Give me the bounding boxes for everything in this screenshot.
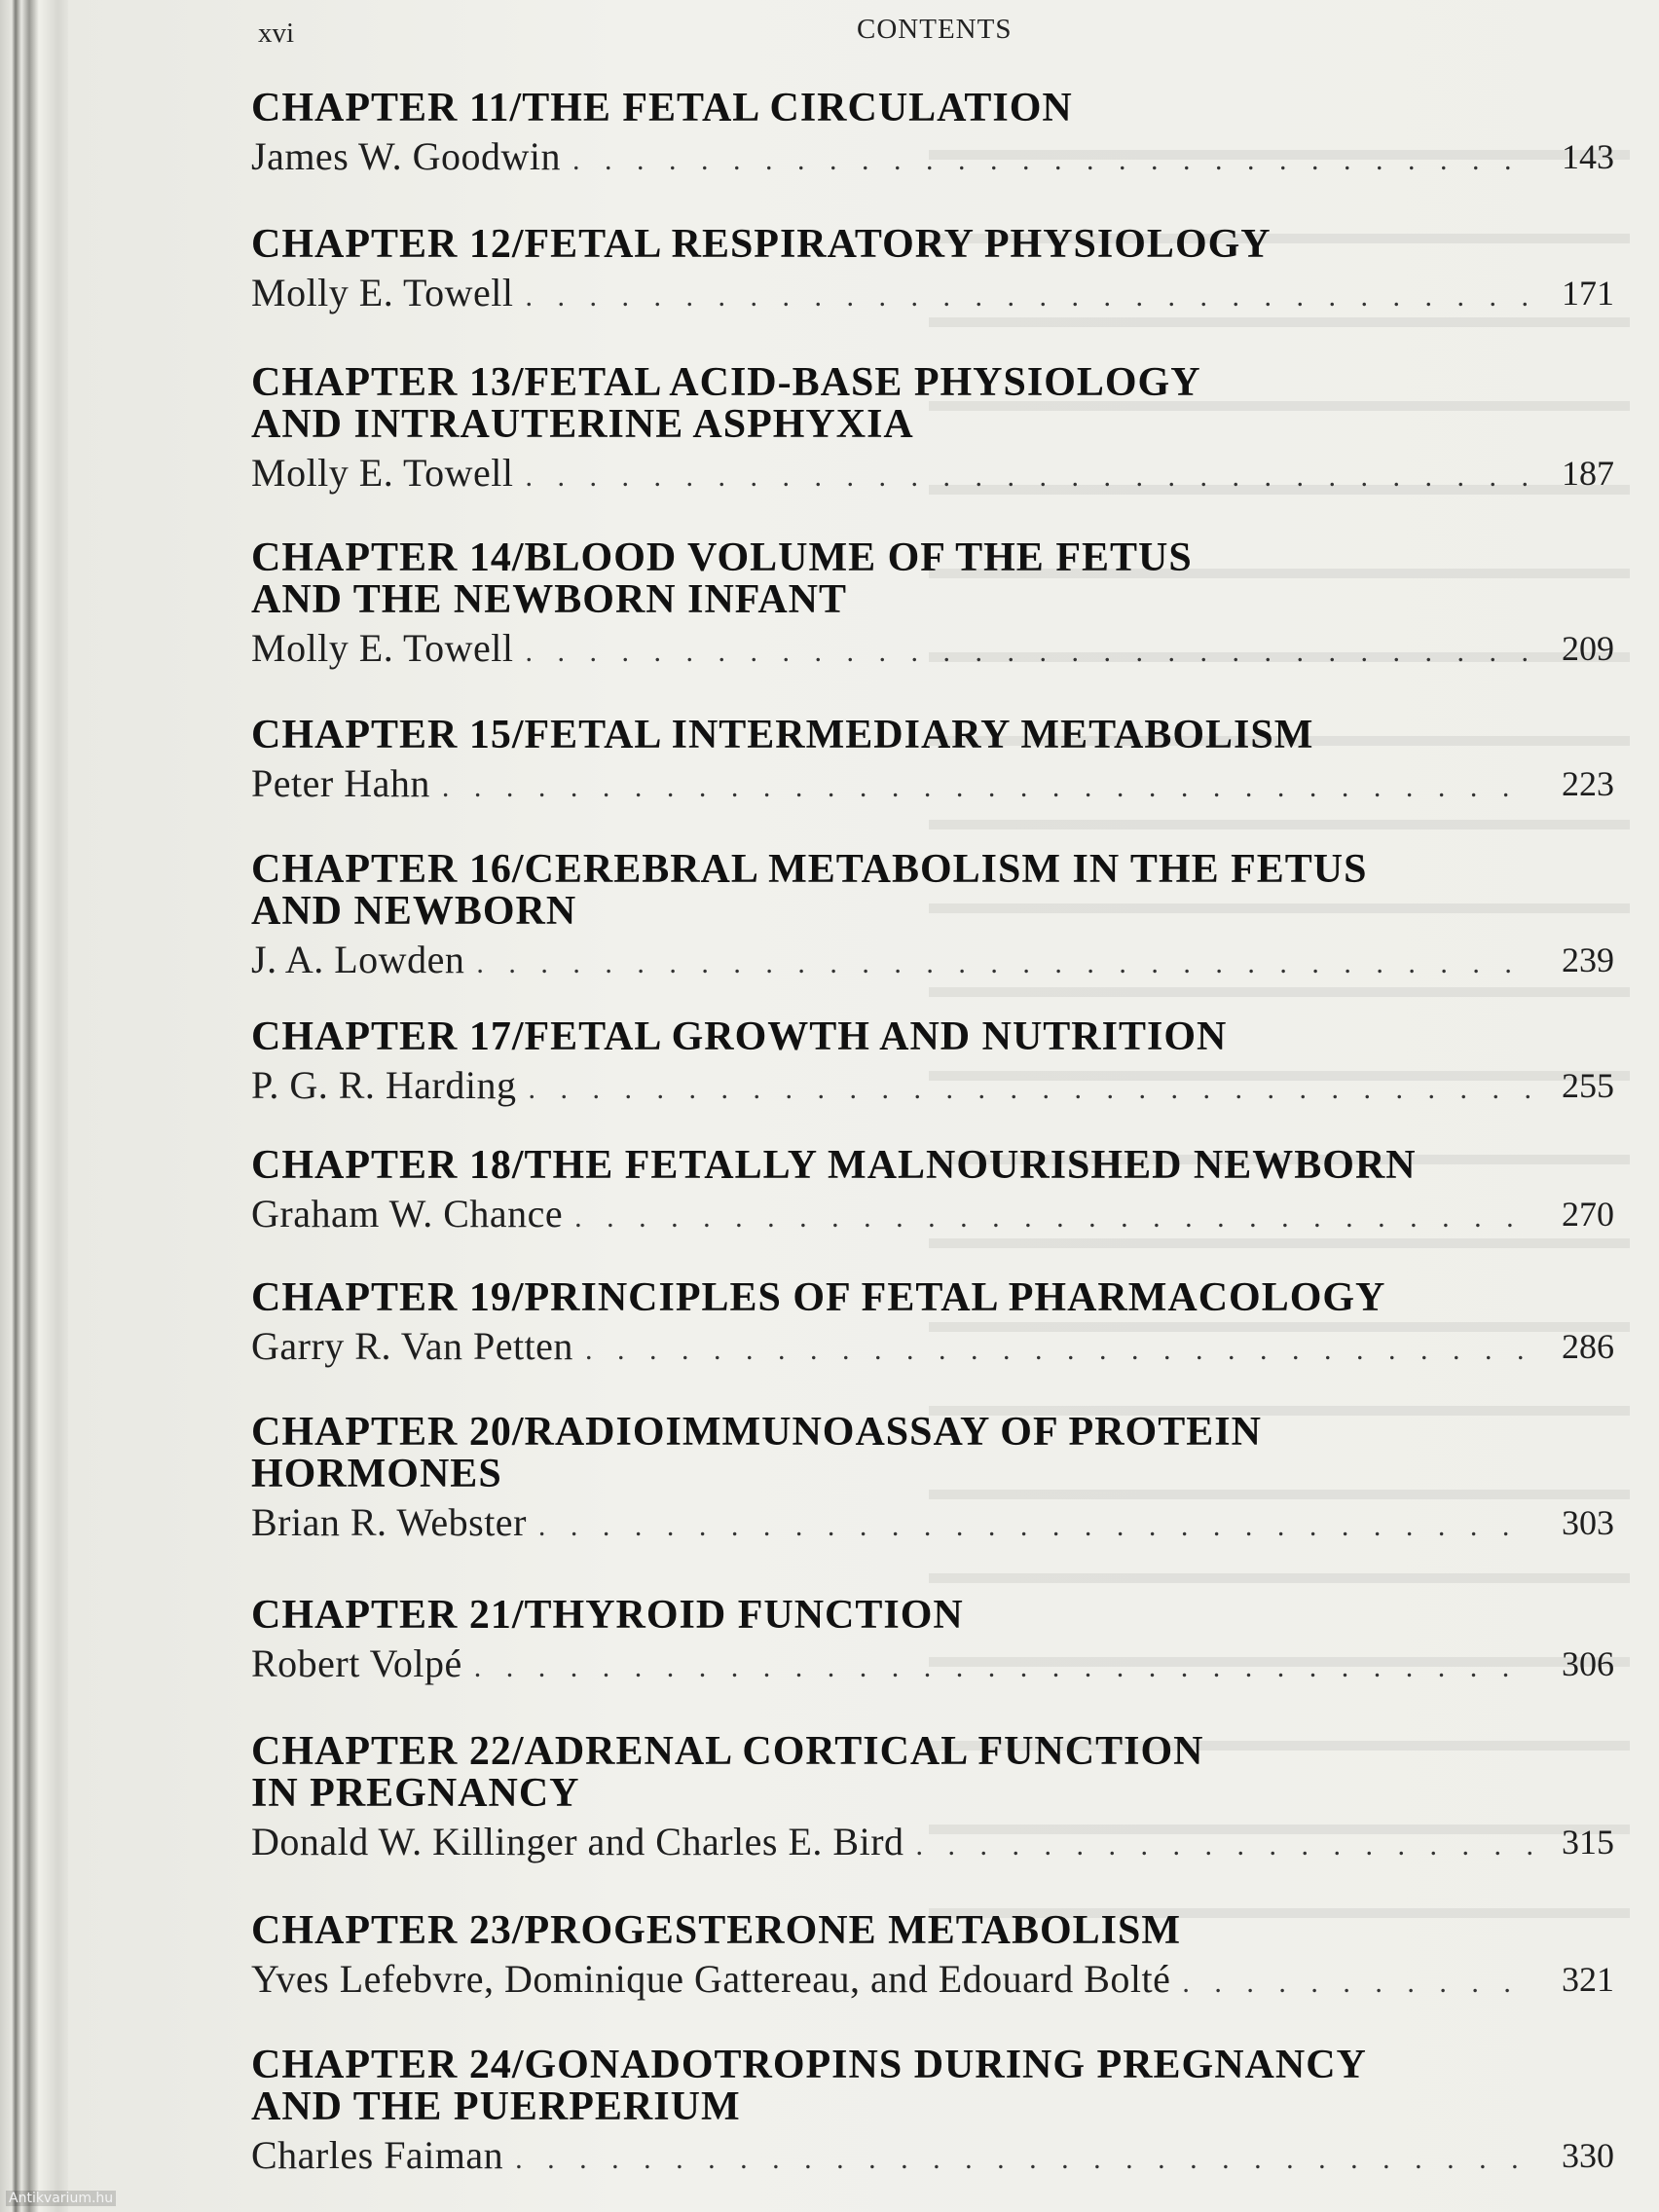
chapter-title-line-1: CHAPTER 20/RADIOIMMUNOASSAY OF PROTEIN [251, 1410, 1262, 1455]
chapter-author: Donald W. Killinger and Charles E. Bird [251, 1820, 904, 1863]
chapter-title: CHAPTER 12/FETAL RESPIRATORY PHYSIOLOGY [251, 222, 1272, 267]
author-line [251, 1819, 1614, 1865]
chapter-title-line-2: IN PREGNANCY [251, 1771, 580, 1816]
page-number: 223 [1562, 764, 1614, 803]
chapter-title: CHAPTER 19/PRINCIPLES OF FETAL PHARMACOLOGY [251, 1275, 1386, 1320]
page-number: 303 [1562, 1503, 1614, 1542]
chapter-title: CHAPTER 11/THE FETAL CIRCULATION [251, 86, 1073, 130]
dot-leader [526, 277, 1532, 316]
chapter-title-line-2: AND INTRAUTERINE ASPHYXIA [251, 402, 914, 447]
author-line [251, 1956, 1614, 2003]
dot-leader [526, 458, 1532, 497]
toc-entry-ch18 [251, 1145, 1614, 1237]
chapter-title-line-2: AND THE PUERPERIUM [251, 2084, 741, 2129]
page-number: 209 [1562, 629, 1614, 668]
toc-entry-ch22 [251, 1731, 1614, 1865]
author-line [251, 450, 1614, 497]
dot-leader [476, 944, 1532, 983]
dot-leader [1182, 1964, 1532, 2003]
chapter-author: Brian R. Webster [251, 1500, 527, 1544]
author-line [251, 1323, 1614, 1370]
toc-entry-ch11 [251, 88, 1614, 180]
book-spine [0, 0, 68, 2212]
chapter-author: Charles Faiman [251, 2133, 504, 2177]
chapter-author: James W. Goodwin [251, 134, 561, 178]
author-line [251, 1191, 1614, 1237]
toc-entry-ch15 [251, 715, 1614, 807]
page-number: 187 [1562, 454, 1614, 493]
page-number: 315 [1562, 1823, 1614, 1862]
page-number: 321 [1562, 1960, 1614, 1999]
author-line [251, 1641, 1614, 1687]
chapter-author: Graham W. Chance [251, 1192, 564, 1235]
chapter-title: CHAPTER 17/FETAL GROWTH AND NUTRITION [251, 1014, 1228, 1059]
toc-entry-ch13 [251, 362, 1614, 497]
page-number: 255 [1562, 1066, 1614, 1105]
toc-entry-ch24 [251, 2045, 1614, 2179]
author-line [251, 270, 1614, 316]
chapter-title-line-1: CHAPTER 22/ADRENAL CORTICAL FUNCTION [251, 1729, 1204, 1774]
page-folio: xvi [258, 18, 295, 49]
chapter-author: Molly E. Towell [251, 271, 514, 314]
author-line [251, 937, 1614, 983]
author-line [251, 1499, 1614, 1546]
toc-entry-ch12 [251, 224, 1614, 316]
chapter-title-line-1: CHAPTER 13/FETAL ACID-BASE PHYSIOLOGY [251, 360, 1201, 405]
watermark: Antikvarium.hu [6, 2191, 116, 2206]
dot-leader [442, 768, 1532, 807]
chapter-title: CHAPTER 15/FETAL INTERMEDIARY METABOLISM [251, 713, 1314, 757]
toc-entry-ch14 [251, 537, 1614, 672]
chapter-author: Peter Hahn [251, 761, 430, 805]
page-title: CONTENTS [857, 14, 1013, 45]
author-line [251, 1062, 1614, 1109]
page-number: 270 [1562, 1195, 1614, 1234]
chapter-author: P. G. R. Harding [251, 1063, 517, 1107]
dot-leader [574, 1198, 1532, 1237]
chapter-author: Robert Volpé [251, 1641, 462, 1685]
page-number: 286 [1562, 1327, 1614, 1366]
author-line [251, 625, 1614, 672]
dot-leader [515, 2140, 1532, 2179]
chapter-title-line-2: AND NEWBORN [251, 889, 577, 934]
chapter-title-line-1: CHAPTER 24/GONADOTROPINS DURING PREGNANCY [251, 2043, 1367, 2087]
toc-entry-ch17 [251, 1016, 1614, 1109]
author-line [251, 760, 1614, 807]
chapter-author: Yves Lefebvre, Dominique Gattereau, and Edouard Bolté [251, 1957, 1171, 2001]
dot-leader [585, 1331, 1532, 1370]
page-number: 239 [1562, 940, 1614, 979]
page-number: 143 [1562, 137, 1614, 176]
chapter-author: J. A. Lowden [251, 938, 465, 981]
page-number: 330 [1562, 2136, 1614, 2175]
dot-leader [572, 141, 1532, 180]
chapter-title-line-2: HORMONES [251, 1452, 502, 1496]
page-number: 306 [1562, 1644, 1614, 1683]
chapter-title-line-2: AND THE NEWBORN INFANT [251, 577, 848, 622]
toc-entry-ch19 [251, 1277, 1614, 1370]
dot-leader [474, 1648, 1532, 1687]
chapter-author: Molly E. Towell [251, 626, 514, 670]
chapter-title: CHAPTER 18/THE FETALLY MALNOURISHED NEWBORN [251, 1143, 1417, 1188]
toc-entry-ch21 [251, 1595, 1614, 1687]
chapter-title: CHAPTER 23/PROGESTERONE METABOLISM [251, 1908, 1182, 1953]
dot-leader [526, 633, 1532, 672]
page-number: 171 [1562, 274, 1614, 313]
author-line [251, 2132, 1614, 2179]
chapter-title: CHAPTER 21/THYROID FUNCTION [251, 1593, 964, 1638]
dot-leader [916, 1826, 1532, 1865]
toc-entry-ch20 [251, 1412, 1614, 1546]
toc-entry-ch23 [251, 1910, 1614, 2003]
chapter-title-line-1: CHAPTER 14/BLOOD VOLUME OF THE FETUS [251, 535, 1193, 580]
chapter-author: Molly E. Towell [251, 451, 514, 495]
toc-entry-ch16 [251, 849, 1614, 983]
dot-leader [538, 1507, 1532, 1546]
author-line [251, 133, 1614, 180]
chapter-author: Garry R. Van Petten [251, 1324, 573, 1368]
chapter-title-line-1: CHAPTER 16/CEREBRAL METABOLISM IN THE FETUS [251, 847, 1368, 892]
dot-leader [528, 1070, 1532, 1109]
